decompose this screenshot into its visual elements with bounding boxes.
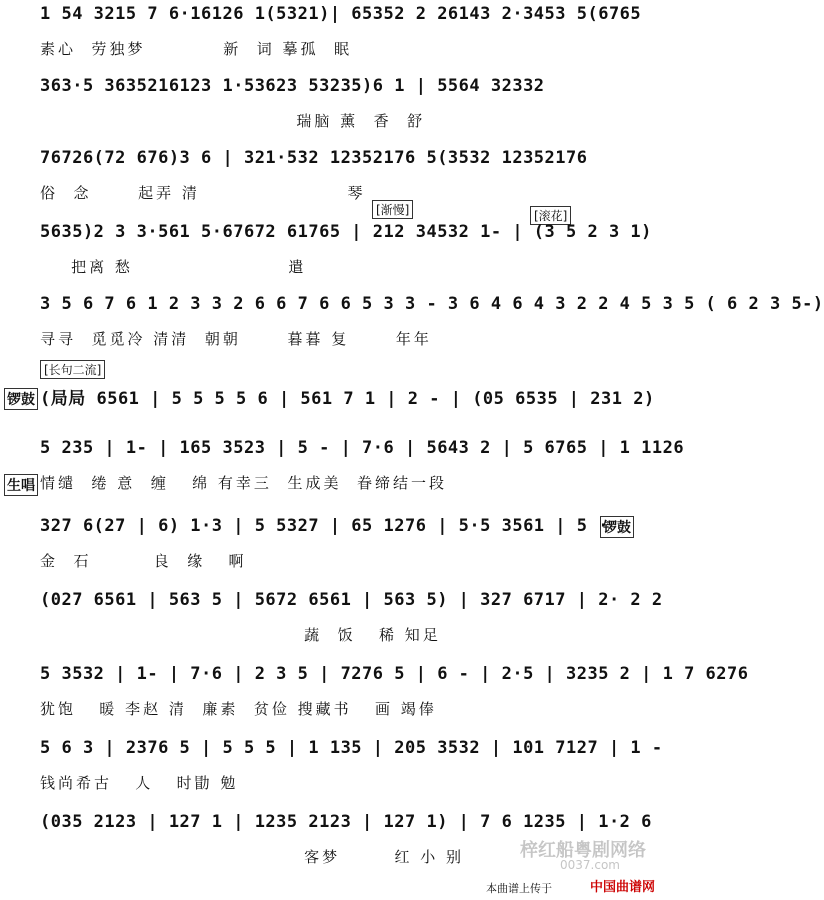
lyric-line: 蔬 饭 稀 知足 xyxy=(40,626,441,644)
notation-line: 76726(72 676)3 6 | 321·532 12352176 5(3532 12352176 xyxy=(40,148,588,168)
lyric-line: 寻寻 觅觅冷 清清 朝朝 暮暮 复 年年 xyxy=(40,330,432,348)
vocal-marker: 生唱 xyxy=(4,474,38,496)
lyric-line: 犹饱 暖 李赵 清 廉素 贫俭 搜藏书 画 竭俸 xyxy=(40,700,437,718)
score-row xyxy=(0,438,685,502)
lyric-line: 客梦 红 小 别 xyxy=(40,848,465,866)
notation-line: (035 2123 | 127 1 | 1235 2123 | 127 1) | 7 6 1235 | 1·2 6 xyxy=(40,812,652,832)
style-marker: [滚花] xyxy=(530,206,571,225)
lyric-line: 素心 劳独梦 新 词 摹孤 眠 xyxy=(40,40,353,58)
lyric-line: 把离 愁 遣 xyxy=(40,258,307,276)
score-row xyxy=(0,294,824,358)
notation-line: 5 235 | 1- | 165 3523 | 5 - | 7·6 | 5643 2 | 5 6765 | 1 1126 xyxy=(40,438,685,458)
score-row xyxy=(0,4,677,68)
notation-line: 327 6(27 | 6) 1·3 | 5 5327 | 65 1276 | 5·5 3561 | 5 · xyxy=(40,516,609,536)
score-row xyxy=(0,516,677,580)
notation-line: 5 3532 | 1- | 7·6 | 2 3 5 | 7276 5 | 6 - | 2·5 | 3235 2 | 1 7 6276 xyxy=(40,664,749,684)
lyric-line: 俗 念 起弄 清 琴 xyxy=(40,184,366,202)
notation-line: (局局 6561 | 5 5 5 5 6 | 561 7 1 | 2 - | (05 6535 | 231 2) xyxy=(40,389,655,409)
score-row xyxy=(0,148,677,212)
lyric-line: 钱尚希古 人 时勖 勉 xyxy=(40,774,239,792)
section-marker: [长句二流] xyxy=(40,360,105,379)
notation-line: 1 54 3215 7 6·16126 1(5321)| 65352 2 26143 2·3453 5(6765 xyxy=(40,4,642,24)
site-logo[interactable]: 中国曲谱网 xyxy=(590,880,656,895)
notation-line: 363·5 3635216123 1·53623 53235)6 1 | 5564 32332 xyxy=(40,76,545,96)
notation-line: 5635)2 3 3·561 5·67672 61765 | 212 34532 1- | (3 5 2 3 1) xyxy=(40,222,652,242)
tempo-marker: [渐慢] xyxy=(372,200,413,219)
notation-line: 3 5 6 7 6 1 2 3 3 2 6 6 7 6 6 5 3 3 - 3 6 4 6 4 3 2 2 4 5 3 5 ( 6 2 3 5-) xyxy=(40,294,824,314)
score-row xyxy=(0,222,677,286)
upload-note: 本曲谱上传于 xyxy=(486,882,552,895)
percussion-marker: 锣鼓 xyxy=(4,388,38,410)
watermark-url: 0037.com xyxy=(560,858,620,872)
score-row xyxy=(0,738,677,802)
score-row xyxy=(0,664,749,728)
watermark-text: 梓红船粤剧网络 xyxy=(520,840,646,861)
percussion-marker: 锣鼓 xyxy=(600,516,634,538)
lyric-line: 金 石 良 缘 啊 xyxy=(40,552,247,570)
score-row xyxy=(0,590,677,654)
lyric-line: 情缱 绻 意 缠 绵 有幸三 生成美 眷缔结一段 xyxy=(40,474,447,492)
notation-line: (027 6561 | 563 5 | 5672 6561 | 563 5) | 327 6717 | 2· 2 2 xyxy=(40,590,663,610)
notation-line: 5 6 3 | 2376 5 | 5 5 5 | 1 135 | 205 3532 | 101 7127 | 1 - xyxy=(40,738,663,758)
lyric-line: 瑞脑 薰 香 舒 xyxy=(40,112,426,130)
score-row xyxy=(0,76,677,140)
